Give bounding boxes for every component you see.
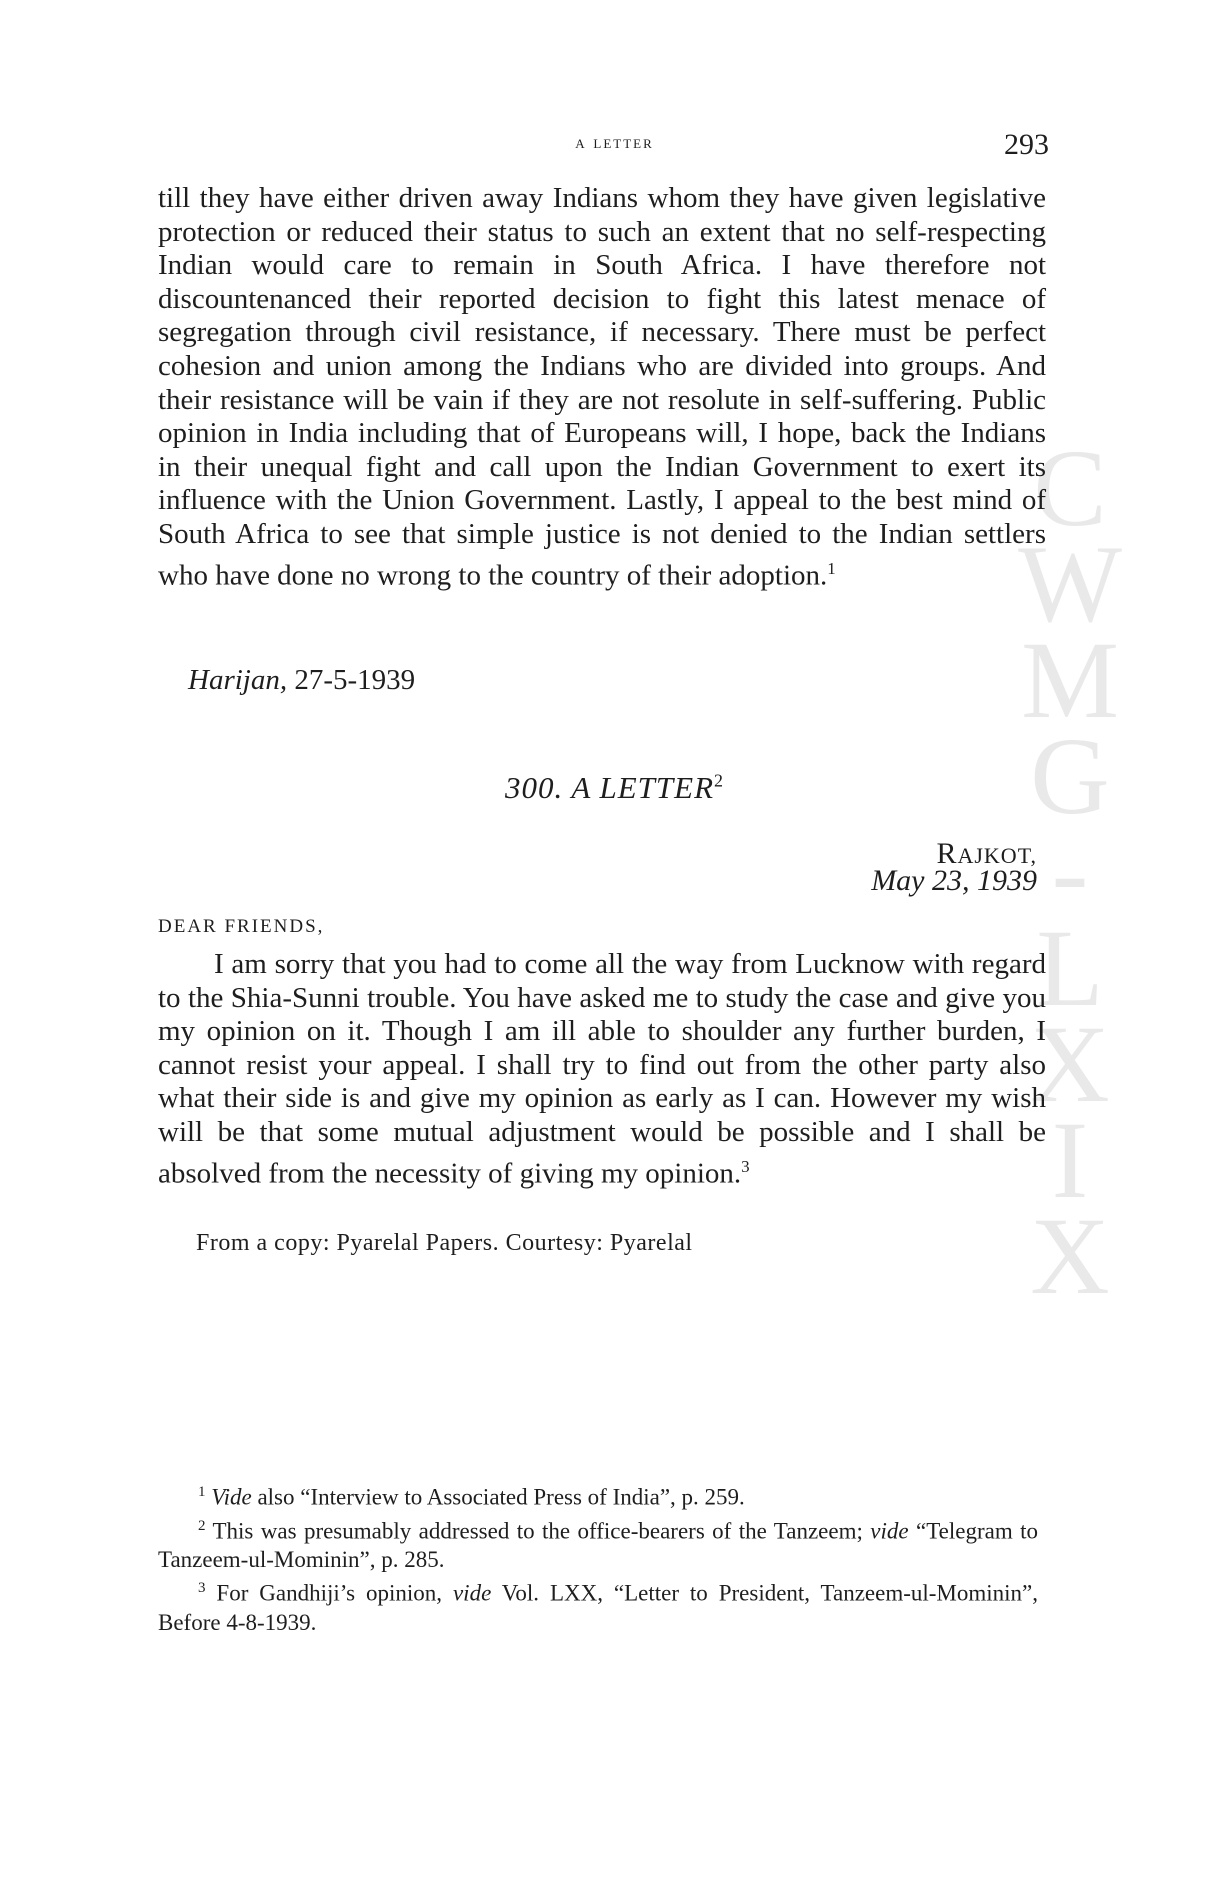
letter-body (158, 948, 1046, 1191)
footnote-1 (158, 1478, 1038, 1512)
footnote-number: 1 (198, 1484, 206, 1500)
footnote-italic: vide (452, 1580, 492, 1606)
source-citation (188, 664, 415, 697)
footnote-italic: Vide (211, 1484, 252, 1510)
watermark-letter: I (1051, 1099, 1089, 1221)
footnote-number: 3 (198, 1580, 206, 1597)
source-date: 27-5-1939 (294, 664, 416, 696)
letter-date: May 23, 1939 (871, 864, 1037, 897)
footnote-text-continued: Vol. LXX, “Letter to President, Tanzeem-ul-Mominin”, Before 4-8-1939. (158, 1580, 1039, 1635)
watermark-letter: W (1018, 523, 1122, 645)
footnote-number: 2 (198, 1517, 206, 1534)
letter-heading-text: 300. A LETTER (504, 770, 715, 805)
footnotes (158, 1478, 1038, 1637)
page-number: 293 (1004, 128, 1049, 161)
source-line: From a copy: Pyarelal Papers. Courtesy: Pyarelal (196, 1230, 693, 1256)
footnote-ref-1: 1 (827, 558, 836, 578)
letter-salutation: DEAR FRIENDS, (158, 916, 325, 937)
watermark-letter: C (1033, 427, 1107, 549)
source-publication: Harijan, (188, 664, 288, 696)
footnote-text: This was presumably addressed to the office-bearers of the Tanzeem; (212, 1518, 871, 1544)
footnote-text: For Gandhiji’s opinion, (216, 1580, 453, 1606)
watermark-letter: G (1030, 715, 1110, 837)
watermark-letter: X (1030, 1195, 1110, 1317)
letter-heading (0, 770, 1229, 806)
footnote-2 (158, 1512, 1038, 1575)
footnote-text-continued: “Telegram to Tanzeem-ul-Mominin”, p. 285. (158, 1518, 1038, 1573)
footnote-ref-3: 3 (741, 1156, 750, 1176)
footnote-text: also “Interview to Associated Press of India”, p. 259. (251, 1484, 745, 1510)
watermark-letter: X (1030, 1003, 1110, 1125)
letter-place-rest: AJKOT, (957, 843, 1037, 868)
letter-place-initial: R (936, 837, 958, 870)
watermark-letter: M (1021, 619, 1119, 741)
running-title: a letter (575, 132, 654, 153)
footnote-ref-2: 2 (714, 770, 725, 791)
continuation-paragraph (158, 182, 1046, 593)
watermark-letter: - (1051, 811, 1089, 933)
letter-body-text: I am sorry that you had to come all the way from Lucknow with regard to the Shia-Sunni trouble. You have asked me to study the case and give you my opinion on it. Though I am ill able to shoulder any further burden, I cannot resist your appeal. I shall try to find out from the other party also what their side is and give my opinion as early as I can. However my wish will be that some mutual adjustment would be possible and I shall be absolved from the necessity of giving my opinion. (158, 948, 1046, 1190)
watermark-letter: L (1036, 907, 1104, 1029)
footnote-3 (158, 1574, 1038, 1637)
continuation-text: till they have either driven away Indians whom they have given legislative protection or reduced their status to such an extent that no self-respecting Indian would care to remain in South Africa. I have therefore not discountenanced their reported decision to fight this latest menace of segregation through civil resistance, if necessary. There must be perfect cohesion and union among the Indians who are divided into groups. And their resistance will be vain if they are not resolute in self-suffering. Public opinion in India including that of Europeans will, I hope, back the Indians in their unequal fight and call upon the Indian Government to exert its influence with the Union Government. Lastly, I appeal to the best mind of South Africa to see that simple justice is not denied to the Indian settlers who have done no wrong to the country of their adoption. (158, 182, 1046, 592)
footnote-italic: vide (870, 1518, 909, 1544)
